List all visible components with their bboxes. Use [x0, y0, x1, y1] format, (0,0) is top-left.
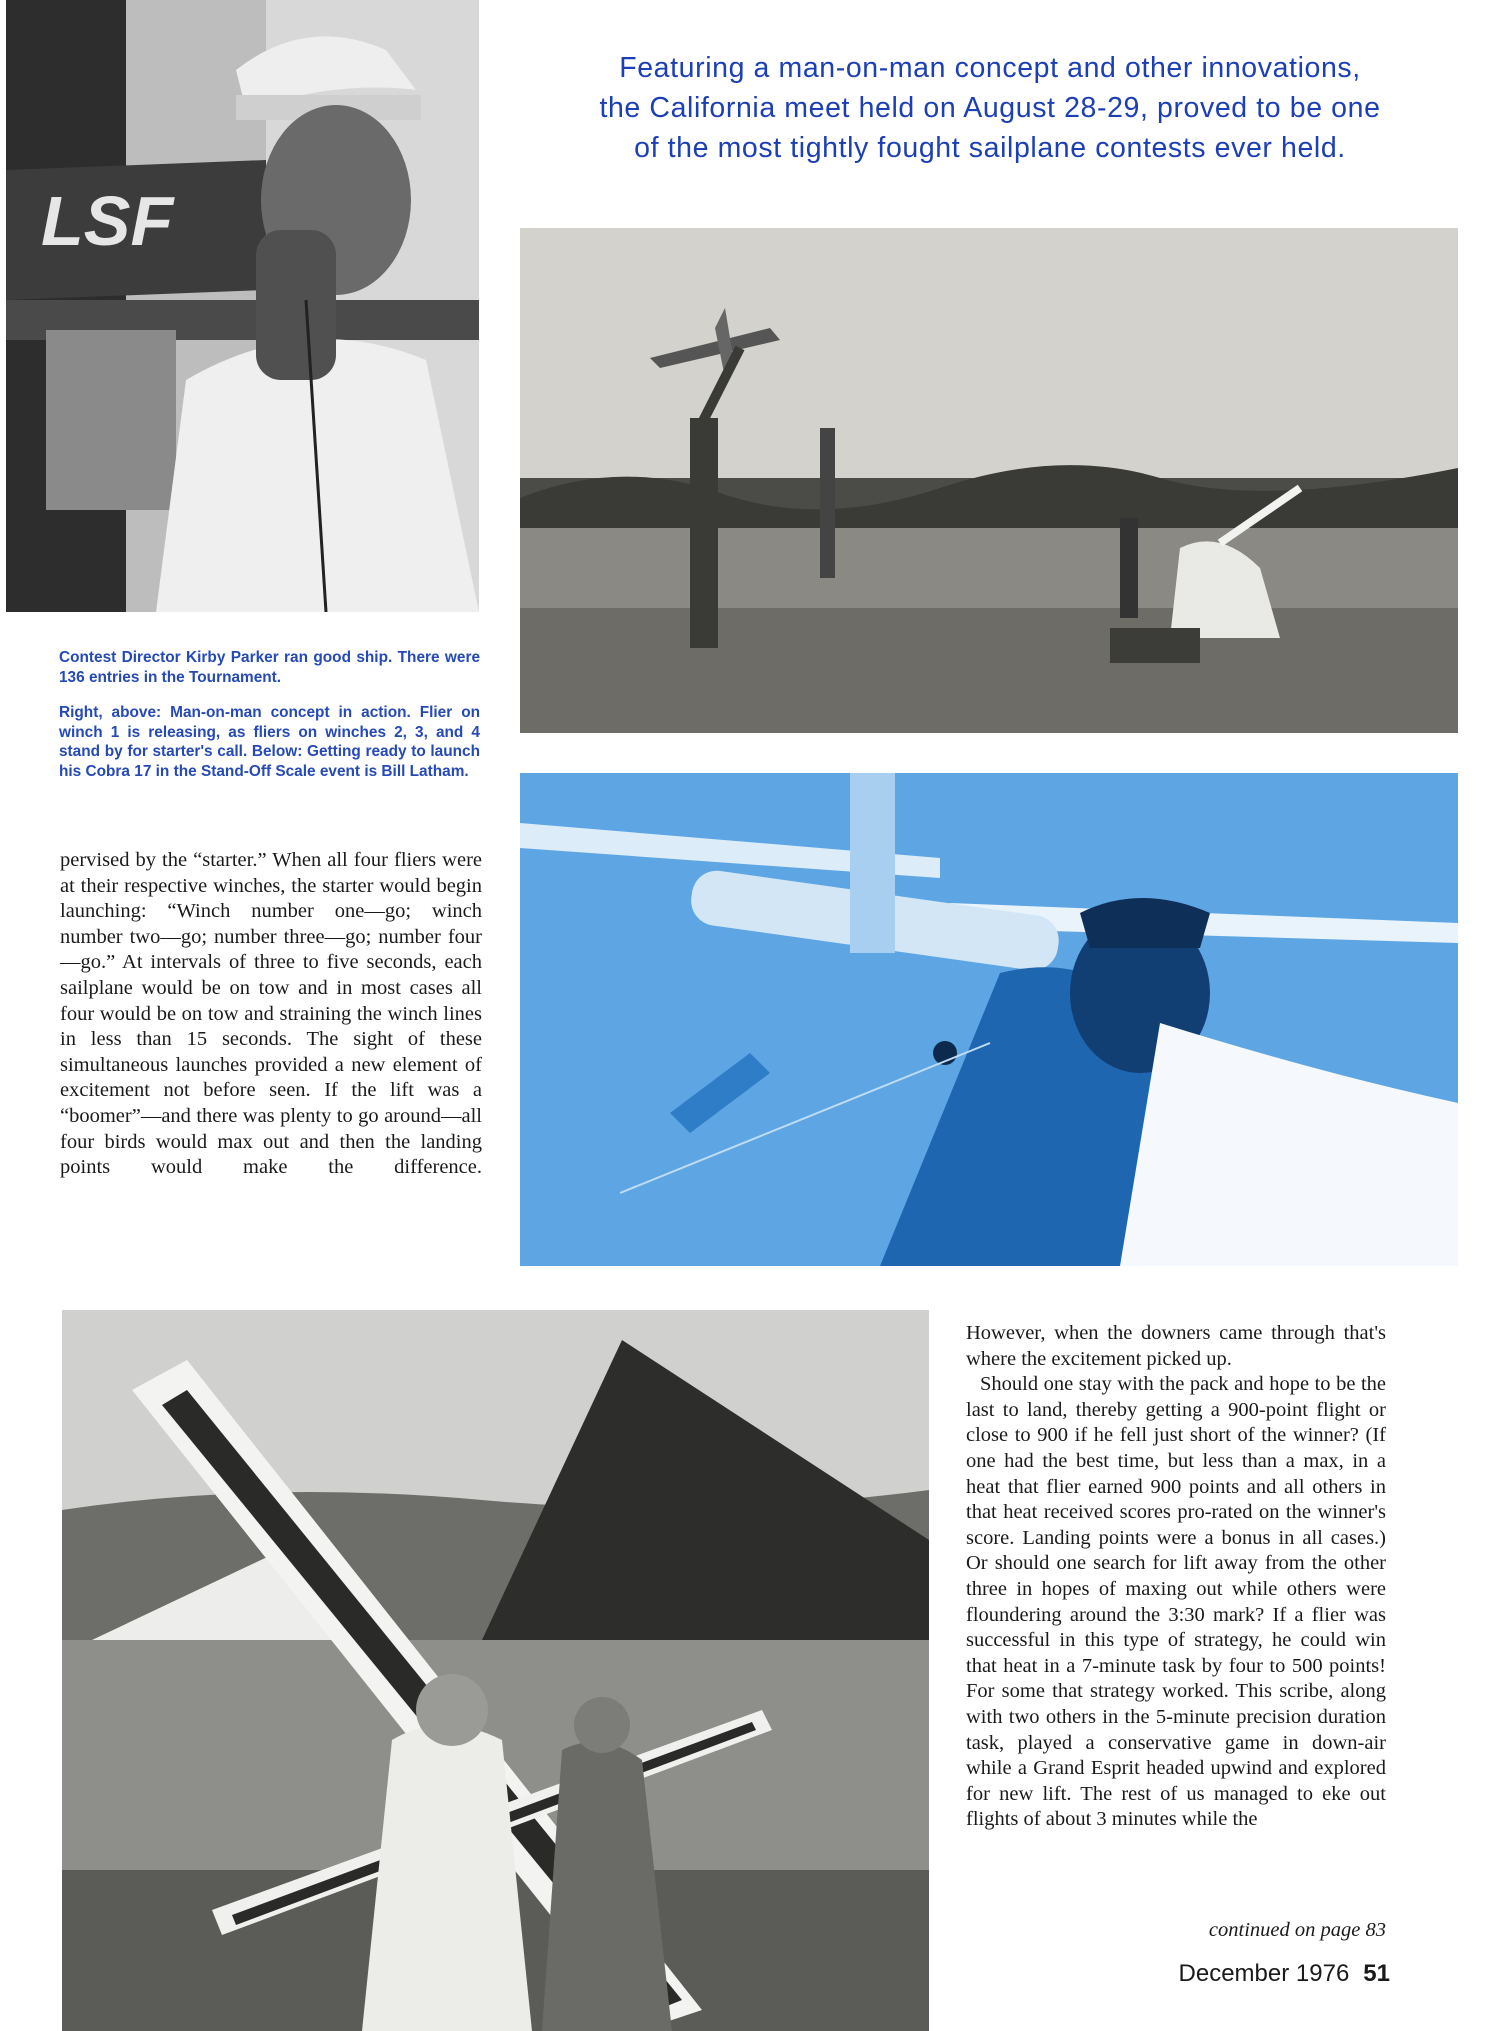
photo-man-on-man-launch — [520, 228, 1458, 733]
lsf-sign: LSF — [41, 182, 174, 260]
page-footer — [1080, 1960, 1390, 1988]
article-paragraph: Should one stay with the pack and hope to be the last to land, thereby getting a 900-point flight or close to 900 if he fell just short of the winner? (If one had the best time, but less than a max, in a heat that flier earned 900 points and all others in that heat received scores pro-rated on the winner's score. Landing points were a bonus in all cases.) Or should one search for lift away from the other three in hopes of maxing out while others were floundering around the 3:30 mark? If a flier was successful in this type of strategy, he could win that heat in a 7-minute task by four to 500 points! For some that strategy worked. This scribe, along with two others in the 5-minute precision duration task, played a conservative game in down-air while a Grand Esprit headed upwind and explored for new lift. The rest of us managed to eke out flights of about 3 minutes while the — [966, 1373, 1386, 1831]
caption-contest-director: Contest Director Kirby Parker ran good ship. There were 136 entries in the Tournament. — [59, 649, 480, 686]
headline-line-3: of the most tightly fought sailplane contests ever held. — [634, 132, 1346, 164]
article-left-column: pervised by the “starter.” When all four fliers were at their respective winches, the starter would begin launching: “Winch number one—go; winch number two—go; number three—go; number four—go.” At intervals of three to five seconds, each sailplane would be on tow and in most cases all four would be on tow and straining the winch lines in less than 15 seconds. The sight of these simultaneous launches provided a new element of excitement not before seen. If the lift was a “boomer”—and there was plenty to go around—all four birds would max out and then the landing points would make the difference. — [60, 849, 482, 1179]
photo-bill-latham — [62, 1310, 929, 2031]
photo-cobra-17-launch — [520, 773, 1458, 1266]
continued-note: continued on page 83 — [1208, 1919, 1386, 1941]
caption-man-on-man: Right, above: Man-on-man concept in action. Flier on winch 1 is releasing, as fliers on winches 2, 3, and 4 stand by for starter's call. Below: Getting ready to launch his Cobra 17 in the Stand-Off Scale event is Bill Latham. — [59, 704, 480, 780]
headline-line-2: the California meet held on August 28-29, proved to be one — [599, 92, 1381, 124]
page-number: 51 — [1363, 1960, 1390, 1987]
photo-contest-director — [6, 0, 479, 612]
article-headline — [500, 48, 1480, 168]
headline-line-1: Featuring a man-on-man concept and other innovations, — [619, 52, 1361, 84]
article-paragraph: However, when the downers came through that's where the excitement picked up. — [966, 1322, 1386, 1370]
article-right-column — [966, 1321, 1386, 1833]
issue-date: December 1976 — [1178, 1960, 1350, 1987]
